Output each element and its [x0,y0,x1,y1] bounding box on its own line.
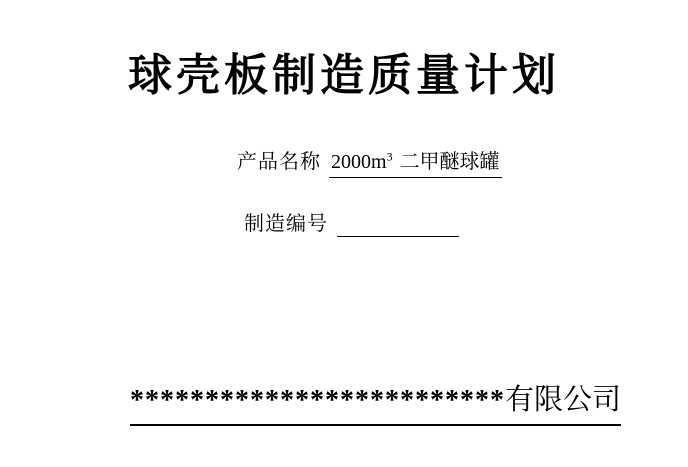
product-name-value [329,149,502,178]
product-value-prefix: 2000m [331,151,387,173]
serial-number-label: 制造编号 [244,213,328,235]
product-name-label: 产品名称 [237,151,321,173]
product-name-line [237,149,502,178]
product-value-superscript: 3 [386,149,393,164]
product-value-suffix: 二甲醚球罐 [399,151,500,173]
document-title: 球壳板制造质量计划 [128,51,560,100]
company-name-line [130,383,621,426]
serial-number-line [244,211,459,237]
serial-number-blank-field [337,214,459,237]
company-name-suffix: 有限公司 [505,384,622,416]
company-name-masked-stars: ************************* [130,385,505,416]
